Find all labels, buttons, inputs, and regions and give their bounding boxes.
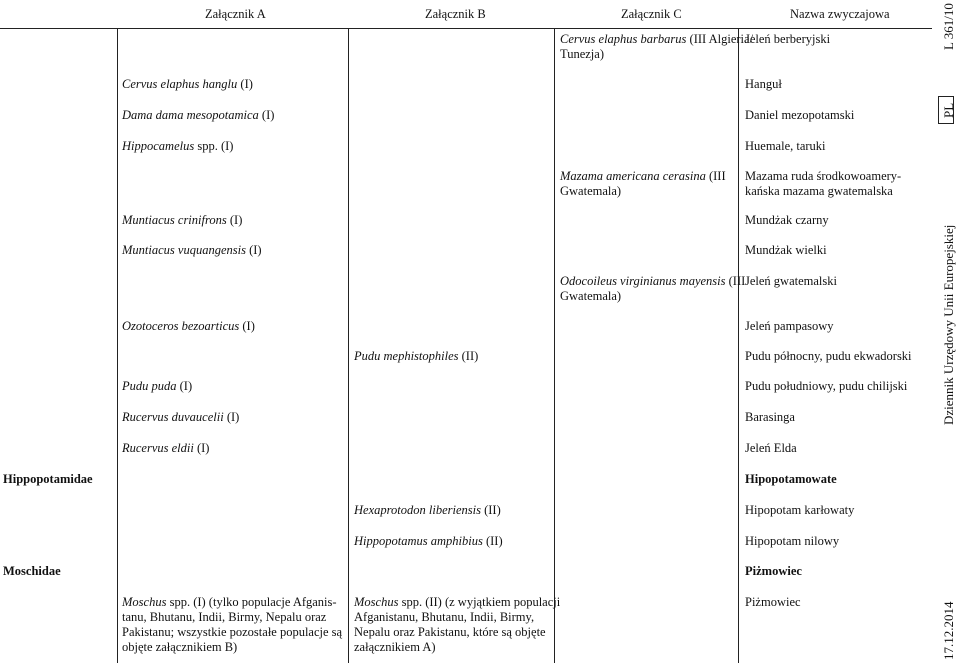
- species-annex-a: Rucervus eldii (I): [122, 441, 210, 455]
- family-name: Hippopotamidae: [3, 472, 93, 486]
- common-name: Jeleń pampasowy: [745, 319, 834, 333]
- species-annex-b: Hippopotamus amphibius (II): [354, 534, 503, 548]
- family-common-name: Piżmowiec: [745, 564, 802, 578]
- common-name: Mundżak czarny: [745, 213, 829, 227]
- common-name: Jeleń berberyjski: [745, 32, 831, 46]
- common-name: Daniel mezopotamski: [745, 108, 855, 122]
- common-name: Barasinga: [745, 410, 795, 424]
- species-annex-c: Odocoileus virginianus mayensis (III Gwatemala): [560, 274, 746, 303]
- common-name: Mazama ruda środkowoamery- kańska mazama gwatemalska: [745, 169, 902, 198]
- species-annex-a: Rucervus duvaucelii (I): [122, 410, 240, 424]
- common-name: Jeleń Elda: [745, 441, 797, 455]
- column-divider: [738, 28, 739, 663]
- common-name: Pudu północny, pudu ekwadorski: [745, 349, 912, 363]
- header-common-name: Nazwa zwyczajowa: [790, 7, 890, 21]
- species-annex-a: Muntiacus vuquangensis (I): [122, 243, 262, 257]
- page-reference: L 361/10: [941, 3, 956, 50]
- species-annex-a: Ozotoceros bezoarticus (I): [122, 319, 255, 333]
- species-annex-c: Mazama americana cerasina (III Gwatemala): [560, 169, 726, 198]
- species-annex-a: Dama dama mesopotamica (I): [122, 108, 275, 122]
- species-annex-a: Pudu puda (I): [122, 379, 193, 393]
- species-annex-a: Hippocamelus spp. (I): [122, 139, 234, 153]
- common-name: Jeleń gwatemalski: [745, 274, 837, 288]
- common-name: Huemale, taruki: [745, 139, 826, 153]
- species-annex-a: Moschus spp. (I) (tylko populacje Afganis- tanu, Bhutanu, Indii, Birmy, Nepalu oraz Pakistanu; wszystkie pozostałe populacje są objęte załącznikiem B): [122, 595, 343, 654]
- column-divider: [348, 28, 349, 663]
- family-name: Moschidae: [3, 564, 61, 578]
- table-row: Cervus elaphus barbarus (III Algieria/ Tunezja): [560, 32, 754, 61]
- common-name: Piżmowiec: [745, 595, 801, 609]
- language-code: PL: [941, 102, 956, 118]
- header-annex-b: Załącznik B: [425, 7, 486, 21]
- species-annex-b: Hexaprotodon liberiensis (II): [354, 503, 501, 517]
- common-name: Hanguł: [745, 77, 782, 91]
- species-annex-a: Cervus elaphus hanglu (I): [122, 77, 253, 91]
- species-annex-a: Muntiacus crinifrons (I): [122, 213, 243, 227]
- common-name: Pudu południowy, pudu chilijski: [745, 379, 908, 393]
- common-name: Hipopotam nilowy: [745, 534, 840, 548]
- publication-date: 17.12.2014: [941, 601, 956, 660]
- journal-title: Dziennik Urzędowy Unii Europejskiej: [941, 224, 956, 425]
- common-name: Hipopotam karłowaty: [745, 503, 855, 517]
- header-annex-a: Załącznik A: [205, 7, 266, 21]
- species-annex-b: Pudu mephistophiles (II): [354, 349, 479, 363]
- family-common-name: Hipopotamowate: [745, 472, 837, 486]
- header-annex-c: Załącznik C: [621, 7, 682, 21]
- header-rule: [0, 28, 932, 29]
- language-box: [938, 96, 954, 124]
- common-name: Mundżak wielki: [745, 243, 827, 257]
- column-divider: [117, 28, 118, 663]
- species-annex-b: Moschus spp. (II) (z wyjątkiem populacji Afganistanu, Bhutanu, Indii, Birmy, Nepalu oraz Pakistanu, które są objęte załącznikiem A): [354, 595, 561, 654]
- column-divider: [554, 28, 555, 663]
